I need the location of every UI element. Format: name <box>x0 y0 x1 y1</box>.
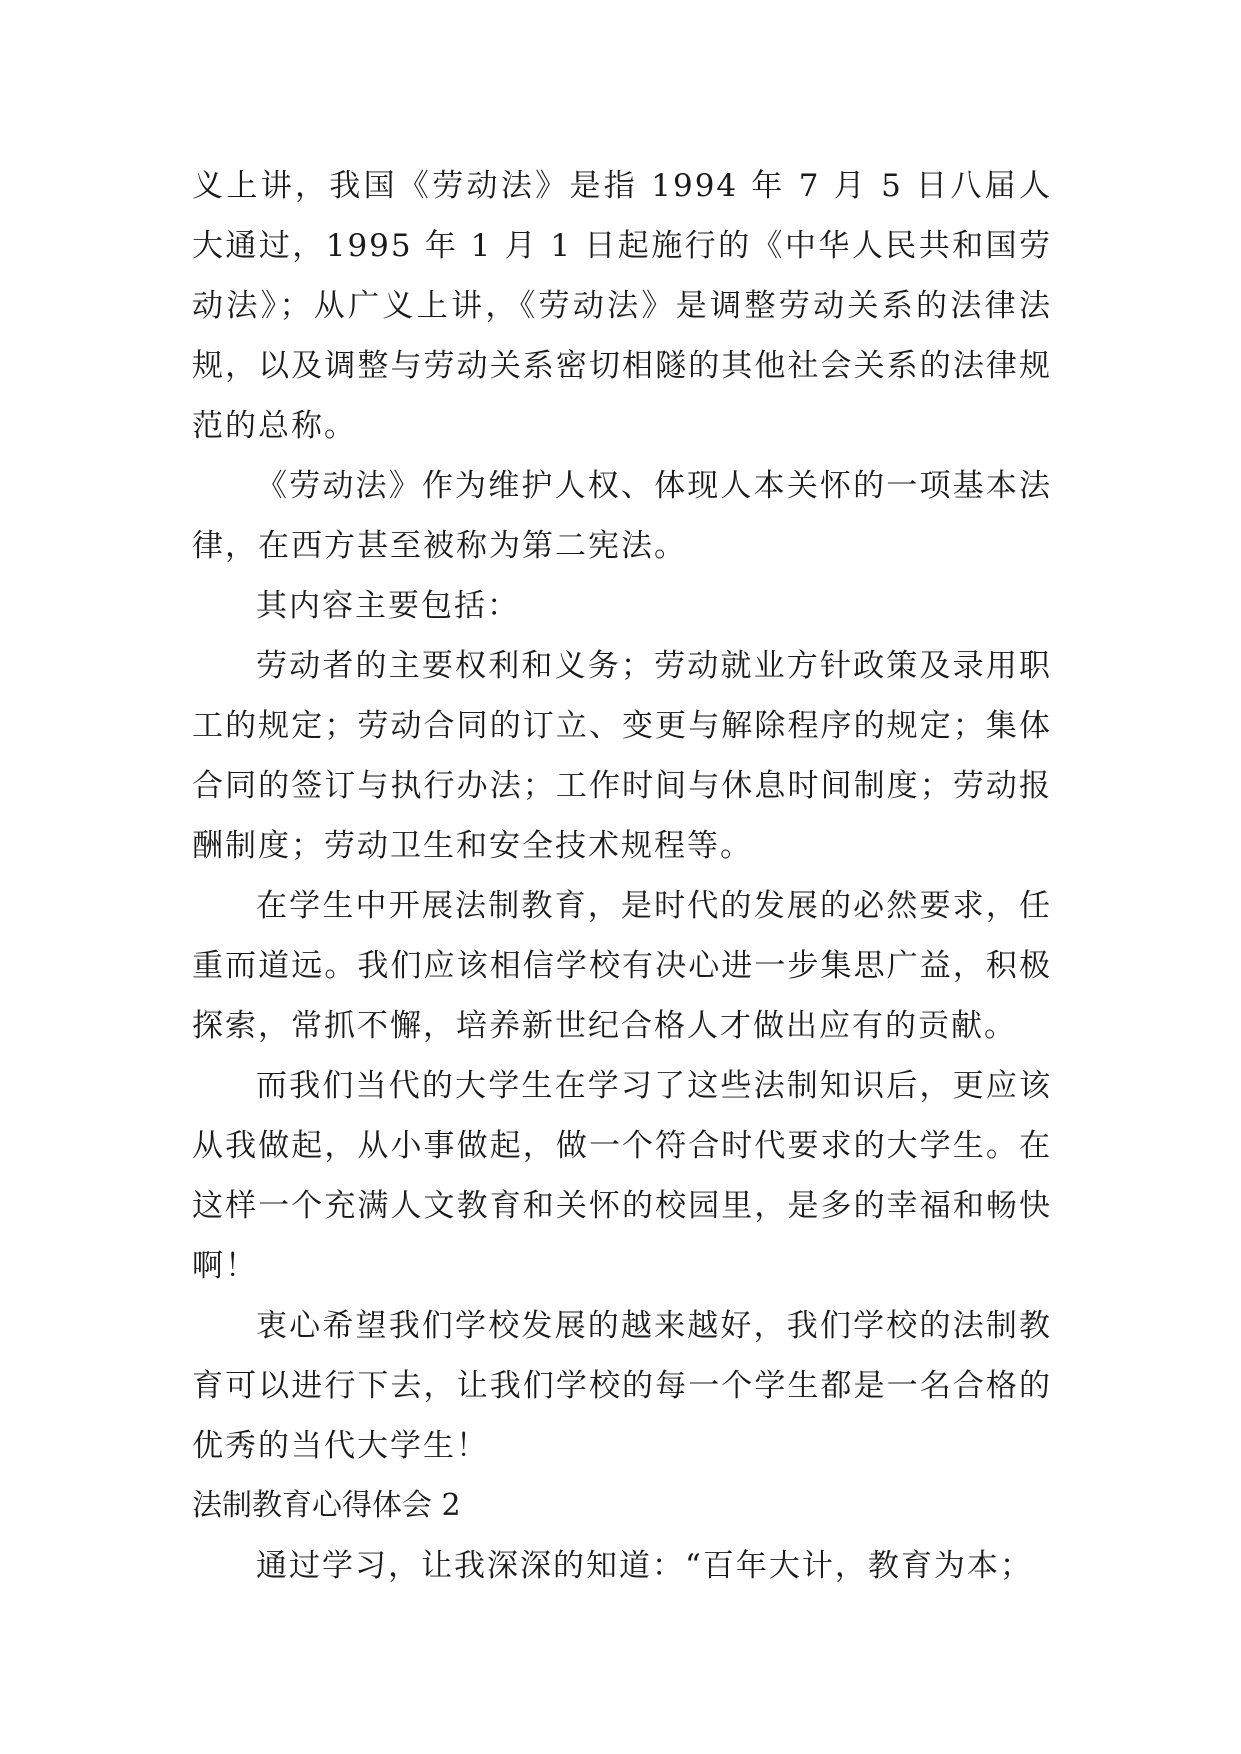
document-body <box>192 156 1052 1596</box>
paragraph-content-list: 劳动者的主要权利和义务；劳动就业方针政策及录用职工的规定；劳动合同的订立、变更与解除程序的规定；集体合同的签订与执行办法；工作时间与休息时间制度；劳动报酬制度；劳动卫生和安全技术规程等。 <box>192 648 1052 864</box>
paragraph-closing-wish: 衷心希望我们学校发展的越来越好，我们学校的法制教育可以进行下去，让我们学校的每一个学生都是一名合格的优秀的当代大学生！ <box>192 1308 1052 1464</box>
paragraph-content-intro: 其内容主要包括： <box>256 588 520 624</box>
paragraph-students-role: 而我们当代的大学生在学习了这些法制知识后，更应该从我做起，从小事做起，做一个符合时代要求的大学生。在这样一个充满人文教育和关怀的校园里，是多的幸福和畅快啊！ <box>192 1068 1052 1284</box>
paragraph-labor-law-significance: 《劳动法》作为维护人权、体现人本关怀的一项基本法律，在西方甚至被称为第二宪法。 <box>192 468 1052 564</box>
section-heading: 法制教育心得体会 2 <box>192 1488 461 1523</box>
paragraph-student-education: 在学生中开展法制教育，是时代的发展的必然要求，任重而道远。我们应该相信学校有决心进一步集思广益，积极探索，常抓不懈，培养新世纪合格人才做出应有的贡献。 <box>192 888 1052 1044</box>
paragraph-section-2-start: 通过学习，让我深深的知道：“百年大计，教育为本； <box>256 1548 1033 1584</box>
paragraph-labor-law-definition: 义上讲，我国《劳动法》是指 1994 年 7 月 5 日八届人大通过，1995 年 1 月 1 日起施行的《中华人民共和国劳动法》；从广义上讲，《劳动法》是调整劳动关系的法律法规，以及调整与劳动关系密切相隧的其他社会关系的法律规范的总称。 <box>192 168 1052 444</box>
